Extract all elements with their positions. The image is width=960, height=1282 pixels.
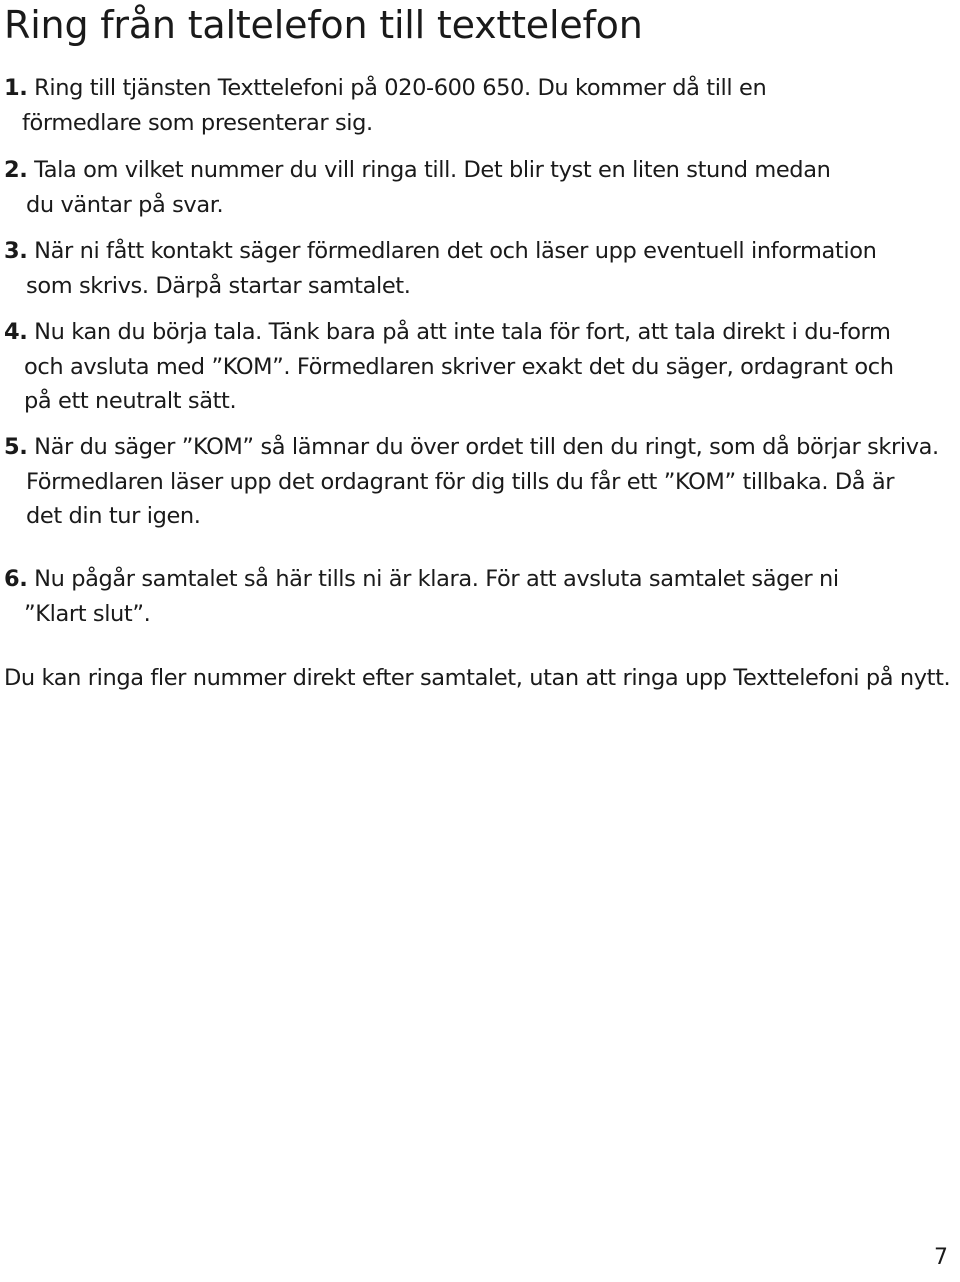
step-2-line-2: du väntar på svar. bbox=[26, 191, 224, 218]
page-number: 7 bbox=[934, 1245, 948, 1270]
closing-note: Du kan ringa fler nummer direkt efter samtalet, utan att ringa upp Texttelefoni på nytt. bbox=[4, 665, 951, 691]
step-6-line-1 bbox=[4, 562, 839, 597]
page-title: Ring från taltelefon till texttelefon bbox=[4, 3, 643, 47]
step-3 bbox=[4, 234, 876, 303]
step-1-line-1 bbox=[4, 71, 766, 106]
step-1-text: Ring till tjänsten Texttelefoni på 020-600 650. Du kommer då till en bbox=[34, 75, 767, 101]
step-5-line-1 bbox=[4, 430, 939, 465]
step-2-line-1 bbox=[4, 153, 830, 188]
step-6-number: 6. bbox=[4, 566, 28, 592]
step-5-text: När du säger ”KOM” så lämnar du över ordet till den du ringt, som då börjar skriva. bbox=[34, 434, 939, 460]
step-5 bbox=[4, 430, 939, 534]
step-4 bbox=[4, 315, 894, 419]
step-6-text: Nu pågår samtalet så här tills ni är klara. För att avsluta samtalet säger ni bbox=[34, 566, 839, 592]
step-6 bbox=[4, 562, 839, 631]
step-2-text: Tala om vilket nummer du vill ringa till. Det blir tyst en liten stund medan bbox=[34, 157, 831, 183]
step-3-line-1 bbox=[4, 234, 876, 269]
step-4-line-2: och avsluta med ”KOM”. Förmedlaren skriver exakt det du säger, ordagrant och bbox=[24, 353, 894, 380]
step-2 bbox=[4, 153, 830, 222]
step-5-line-3: det din tur igen. bbox=[26, 503, 201, 529]
step-5-number: 5. bbox=[4, 434, 28, 460]
step-6-line-2: ”Klart slut”. bbox=[24, 600, 151, 627]
step-4-number: 4. bbox=[4, 319, 28, 345]
step-1 bbox=[4, 71, 766, 140]
step-4-text: Nu kan du börja tala. Tänk bara på att inte tala för fort, att tala direkt i du-form bbox=[34, 319, 891, 345]
step-3-text: När ni fått kontakt säger förmedlaren det och läser upp eventuell information bbox=[34, 238, 877, 264]
step-2-number: 2. bbox=[4, 157, 28, 183]
step-1-number: 1. bbox=[4, 75, 28, 101]
step-3-number: 3. bbox=[4, 238, 28, 264]
step-3-line-2: som skrivs. Därpå startar samtalet. bbox=[26, 272, 411, 299]
step-1-line-2: förmedlare som presenterar sig. bbox=[22, 109, 373, 136]
step-4-line-3: på ett neutralt sätt. bbox=[24, 388, 237, 414]
step-4-line-1 bbox=[4, 315, 894, 350]
step-5-line-2: Förmedlaren läser upp det ordagrant för dig tills du får ett ”KOM” tillbaka. Då är bbox=[26, 468, 895, 495]
